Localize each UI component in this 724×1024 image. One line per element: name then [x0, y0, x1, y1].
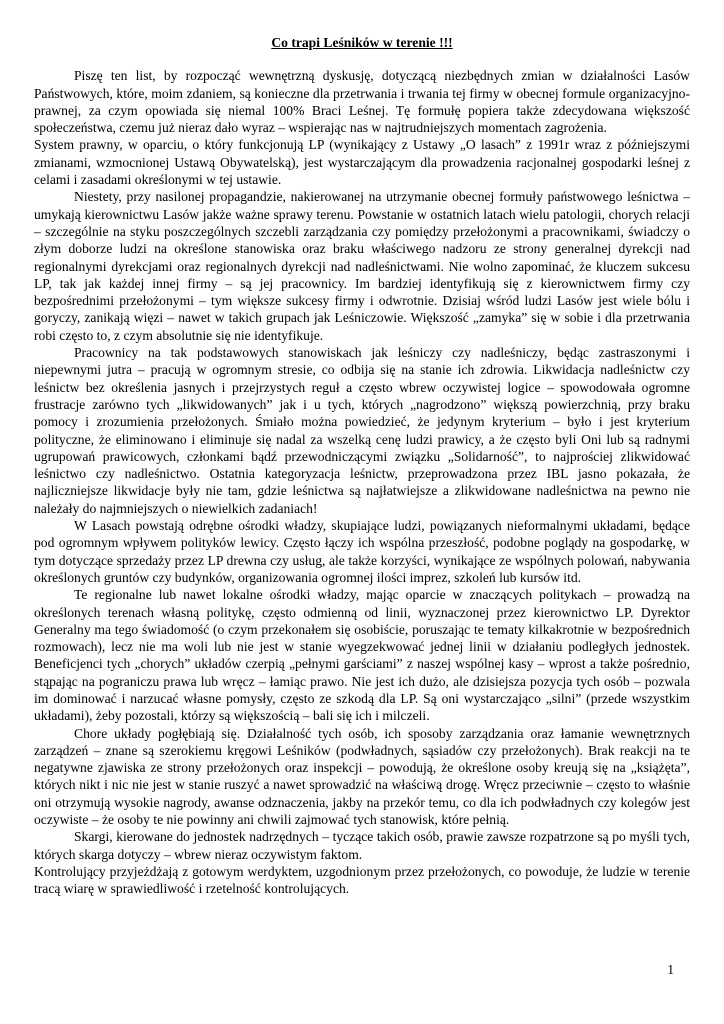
page-number: 1	[667, 962, 674, 977]
paragraph-3: Niestety, przy nasilonej propagandzie, nakierowanej na utrzymanie obecnej formuły państwowego leśnictwa – umykają kierownictwu Lasów jakże ważne sprawy terenu. Powstanie w ostatnich latach wielu patologii, chorych relacji – szczególnie na styku poszczególnych szczebli zarządzania czy pomiędzy przełożonymi a pracownikami, świadczy o złym doborze ludzi na określone stanowiska oraz braku właściwego nadzoru ze strony generalnej dyrekcji nad regionalnymi dyrekcjami oraz regionalnych dyrekcji nad nadleśnictwami. Nie wolno zapominać, że kluczem sukcesu LP, tak jak każdej innej firmy – są jej pracownicy. Im bardziej identyfikują się z kierownictwem firmy czy bezpośrednimi przełożonymi – tym większe sukcesy firmy i odwrotnie. Dzisiaj wśród ludzi Lasów jest wiele bólu i goryczy, zanikają więzi – nawet w takich grupach jak Leśniczowie. Większość „zamyka” się w sobie i dla przetrwania robi często to, z czym absolutnie się nie identyfikuje.	[34, 189, 690, 343]
paragraph-2: System prawny, w oparciu, o który funkcjonują LP (wynikający z Ustawy „O lasach” z 1991r wraz z późniejszymi zmianami, wzmocnionej Ustawą Obywatelską), jest wystarczającym dla prowadzenia racjonalnej gospodarki leśnej z celami i zasadami określonymi w tej ustawie.	[34, 137, 690, 188]
paragraph-4: Pracownicy na tak podstawowych stanowiskach jak leśniczy czy nadleśniczy, będąc zastraszonymi i niepewnymi jutra – pracują w ogromnym stresie, co odbija się na stanie ich zdrowia. Likwidacja nadleśnictw czy leśnictw bez określenia jasnych i przejrzystych reguł a często wbrew oczywistej logice – spowodowała ogromne frustracje zarówno tych „likwidowanych” jak i u tych, których „nagrodzono” większą powierzchnią, przy braku pomocy i zrozumienia przełożonych. Śmiało można powiedzieć, że jedynym kryterium – było i jest kryterium polityczne, że eliminowano i eliminuje się nadal za wszelką cenę ludzi prawicy, a że często byli Oni lub są radnymi ugrupowań prawicowych, członkami bądź przewodniczącymi związku „Solidarność”, to najprościej zlikwidować leśnictwo czy nadleśnictwo. Ostatnia kategoryzacja leśnictw, przeprowadzona przez IBL jasno pokazała, że najliczniejsze likwidacje były nie tam, gdzie leśnictwa są najłatwiejsze a zlikwidowane nadleśnictwa na pewno nie należały do najmniejszych o niewielkich zadaniach!	[34, 345, 690, 516]
document-title: Co trapi Leśników w terenie !!!	[271, 35, 453, 50]
paragraph-1: Piszę ten list, by rozpocząć wewnętrzną dyskusję, dotyczącą niezbędnych zmian w działalności Lasów Państwowych, które, moim zdaniem, są konieczne dla przetrwania i trwania tej firmy w obecnej formule organizacyjno-prawnej, za czym opowiada się niemal 100% Braci Leśnej. Tę formułę popiera także zdecydowana większość społeczeństwa, czemu już nieraz dało wyraz – wspierając nas w najtrudniejszych momentach zagrożenia.	[34, 68, 690, 136]
paragraph-5: W Lasach powstają odrębne ośrodki władzy, skupiające ludzi, powiązanych nieformalnymi układami, będące pod ogromnym wpływem polityków lewicy. Często łączy ich wspólna przeszłość, podobne poglądy na gospodarkę, w tym dotyczące sprzedaży przez LP drewna czy usług, ale także korzyści, wynikające ze wspólnych polowań, nabywania określonych gruntów czy budynków, organizowania ogromnej ilości imprez, szkoleń lub kursów itd.	[34, 518, 690, 585]
paragraph-7: Chore układy pogłębiają się. Działalność tych osób, ich sposoby zarządzania oraz łamanie wewnętrznych zarządzeń – znane są szerokiemu kręgowi Leśników (podwładnych, sąsiadów czy przełożonych). Brak reakcji na te negatywne zjawiska ze strony przełożonych oraz inspekcji – powodują, że określone osoby kreują się na „książęta”, których nikt i nic nie jest w stanie ruszyć a nawet sprowadzić na właściwą drogę. Wręcz przeciwnie – często to właśnie oni otrzymują wysokie nagrody, awanse odznaczenia, jakby na przekór temu, co dla ich podwładnych czy kolegów jest oczywiste – że osoby te nie powinny ani chwili zajmować tych stanowisk, które pełnią.	[34, 725, 690, 828]
paragraph-6: Te regionalne lub nawet lokalne ośrodki władzy, mając oparcie w znaczących politykach – prowadzą na określonych terenach własną politykę, często odmienną od linii, wyznaczonej przez kierownictwo LP. Dyrektor Generalny ma tego świadomość (o czym przekonałem się osobiście, poruszając te tematy kilkakrotnie w bezpośrednich rozmowach), lecz nie ma woli lub nie jest w stanie wyegzekwować jednej linii w działaniu podległych jednostek. Beneficjenci tych „chorych” układów czerpią „pełnymi garściami” z naszej wspólnej kasy – wprost a także pośrednio, stąpając na pograniczu prawa lub wręcz – łamiąc prawo. Nie jest ich dużo, ale dzisiejsza pozycja tych osób – pozwala im dominować i narzucać własne pomysły, często ze szkodą dla LP. Są oni wystarczająco „silni” (przede wszystkim układami), żeby pozostali, którzy są większością – bali się ich i milczeli.	[34, 587, 690, 724]
document-body	[34, 34, 690, 898]
paragraph-9: Kontrolujący przyjeżdżają z gotowym werdyktem, uzgodnionym przez przełożonych, co powoduje, że ludzie w terenie tracą wiarę w sprawiedliwość i rzetelność kontrolujących.	[34, 863, 690, 897]
paragraph-8: Skargi, kierowane do jednostek nadrzędnych – tyczące takich osób, prawie zawsze rozpatrzone są po myśli tych, których skarga dotyczy – wbrew nieraz oczywistym faktom.	[34, 829, 690, 862]
